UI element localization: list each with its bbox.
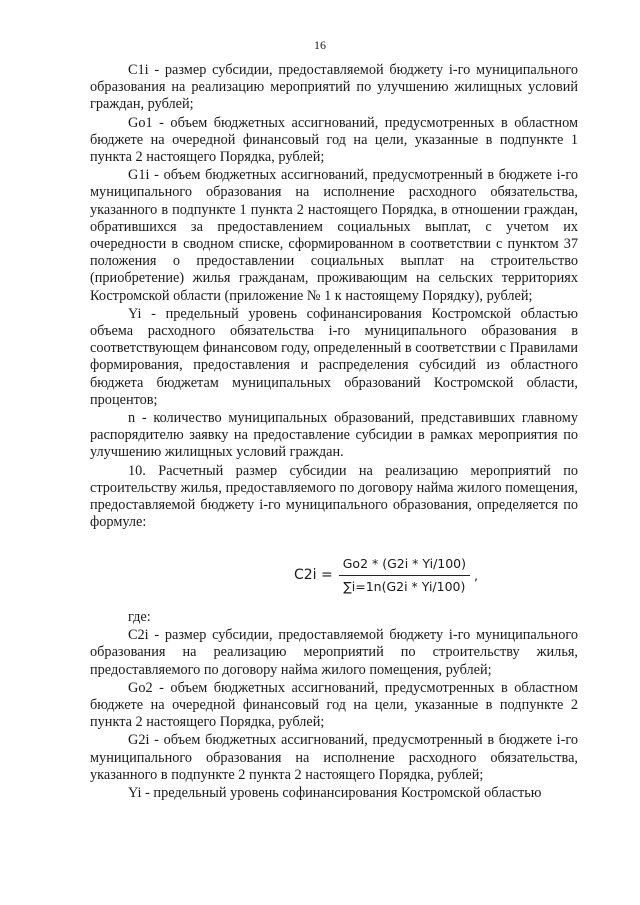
paragraph-yi-2: Yi - предельный уровень софинансирования Костромской областью — [128, 784, 542, 801]
paragraph-n: n - количество муниципальных образований, представивших главному распорядителю заявку на предоставление субсидии в рамках мероприятия по улучшению жилищных условий граждан. — [90, 410, 578, 461]
paragraph-10: 10. Расчетный размер субсидии на реализацию мероприятий по строительству жилья, предоставляемого по договору найма жилого помещения, предоставляемой бюджету i-го муниципального образования, определяется по формуле: — [90, 462, 578, 531]
formula-trail: , — [474, 567, 478, 583]
formula-numerator: Go2 * (G2i * Yi/100) — [339, 555, 470, 575]
document-body — [90, 62, 578, 803]
formula — [90, 555, 578, 594]
paragraph-g1i: G1i - объем бюджетных ассигнований, предусмотренный в бюджете i-го муниципального образования на исполнение расходного обязательства, указанного в подпункте 1 пункта 2 настоящего Порядка, в отношении граждан, обратившихся за предоставлением социальных выплат, с учетом их очередности в сводном списке, сформированном в соответствии с пунктом 37 положения о предоставлении социальных выплат на строительство (приобретение) жилья гражданам, проживающим на сельских территориях Костромской области (приложение № 1 к настоящему Порядку), рублей; — [90, 167, 578, 304]
formula-lhs: C2i = — [293, 566, 333, 583]
paragraph-go1: Go1 - объем бюджетных ассигнований, предусмотренных в областном бюджете на очередной финансовый год на цели, указанные в подпункте 1 пункта 2 настоящего Порядка, рублей; — [90, 114, 578, 166]
formula-denominator: ∑i=1n(G2i * Yi/100) — [343, 578, 466, 594]
page-number: 16 — [314, 38, 326, 52]
paragraph-g2i: G2i - объем бюджетных ассигнований, предусмотренный в бюджете i-го муниципального образования на исполнение расходного обязательства, указанного в подпункте 2 пункта 2 настоящего Порядка, рублей; — [90, 732, 578, 783]
paragraph-c1i: C1i - размер субсидии, предоставляемой бюджету i-го муниципального образования на реализацию мероприятий по улучшению жилищных условий граждан, рублей; — [90, 62, 578, 113]
paragraph-go2: Go2 - объем бюджетных ассигнований, предусмотренных в областном бюджете на очередной финансовый год на цели, указанные в подпункте 2 пункта 2 настоящего Порядка, рублей; — [90, 679, 578, 731]
paragraph-yi: Yi - предельный уровень софинансирования Костромской областью объема расходного обязательства i-го муниципального образования в соответствующем финансовом году, определенный в соответствии с Правилами формирования, предоставления и распределения субсидий из областного бюджета бюджетам муниципальных образований Костромской области, процентов; — [90, 305, 578, 408]
where-label: где: — [128, 608, 151, 625]
formula-fraction — [339, 555, 470, 594]
paragraph-c2i: C2i - размер субсидии, предоставляемой бюджету i-го муниципального образования на реализацию мероприятий по строительству жилья, предоставляемого по договору найма жилого помещения, рублей; — [90, 627, 578, 678]
